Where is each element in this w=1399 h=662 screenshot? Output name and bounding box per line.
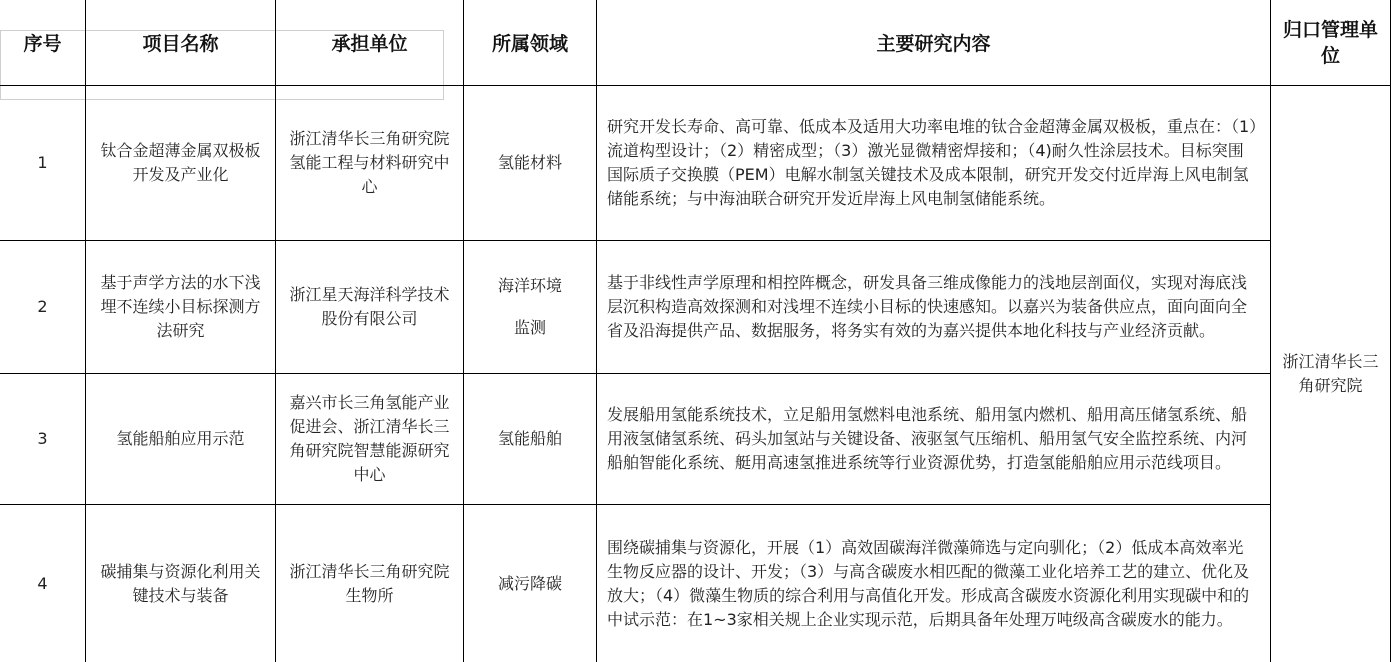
table-row-1-name: 钛合金超薄金属双极板开发及产业化 xyxy=(100,141,261,184)
table-row-2-field xyxy=(464,241,596,373)
header-manager: 归口管理单位 xyxy=(1282,18,1378,67)
table-row-2-seq: 2 xyxy=(37,297,48,316)
table-row-4-content: 围绕碳捕集与资源化，开展（1）高效固碳海洋微藻筛选与定向驯化；（2）低成本高效率光生物反应器的设计、开发；（3）与高含碳废水相匹配的微藻工业化培养工艺的建立、优化及放大；（4）微藻生物质的综合利用与高值化开发。形成高含碳废水资源化利用实现碳中和的中试示范：在1~3家相关规上企业实现示范，后期具备年处理万吨级高含碳废水的能力。 xyxy=(607,537,1250,629)
table-row-3-unit: 嘉兴市长三角氢能产业促进会、浙江清华长三角研究院智慧能源研究中心 xyxy=(289,393,450,484)
header-content: 主要研究内容 xyxy=(876,33,991,55)
header-field: 所属领域 xyxy=(491,33,568,55)
table-row-1-unit: 浙江清华长三角研究院氢能工程与材料研究中心 xyxy=(289,129,450,196)
field-line-1: 海洋环境 xyxy=(497,276,562,295)
table-row-4-unit: 浙江清华长三角研究院生物所 xyxy=(289,561,450,605)
table-row-2-name: 基于声学方法的水下浅埋不连续小目标探测方法研究 xyxy=(100,273,261,340)
table-row-3-content: 发展船用氢能系统技术，立足船用氢燃料电池系统、船用氢内燃机、船用高压储氢系统、船用液氢储氢系统、码头加氢站与关键设备、液驱氢气压缩机、船用氢气安全监控系统、内河船舶智能化系统、艇用高速氢推进系统等行业资源优势，打造氢能船舶应用示范线项目。 xyxy=(607,405,1248,472)
col-divider xyxy=(1390,0,1391,662)
manager-merged-cell: 浙江清华长三角研究院 xyxy=(1282,352,1379,395)
table-row-4-field: 减污降碳 xyxy=(497,573,562,593)
header-unit: 承担单位 xyxy=(331,33,408,55)
table-row-3-seq: 3 xyxy=(37,429,48,448)
table-row-1-content: 研究开发长寿命、高可靠、低成本及适用大功率电堆的钛合金超薄金属双极板，重点在：（1）流道构型设计；（2）精密成型；（3）激光显微精密焊接和；（4)耐久性涂层技术。目标突围国际质子交换膜（PEM）电解水制氢关键技术及成本限制，研究开发交付近岸海上风电制氢储能系统；与中海油联合研究开发近岸海上风电制氢储能系统。 xyxy=(607,117,1258,208)
header-project-name: 项目名称 xyxy=(142,33,219,55)
table-row-3-name: 氢能船舶应用示范 xyxy=(116,429,245,448)
table-row-1-seq: 1 xyxy=(37,153,48,172)
table-row-2-unit: 浙江星天海洋科学技术股份有限公司 xyxy=(289,285,450,328)
table-row-3-field: 氢能船舶 xyxy=(497,429,562,448)
table-row-2-content: 基于非线性声学原理和相控阵概念，研发具备三维成像能力的浅地层剖面仪，实现对海底浅层沉积构造高效探测和对浅埋不连续小目标的快速感知。以嘉兴为装备供应点，面向面向全省及沿海提供产品、数据服务，将务实有效的为嘉兴提供本地化科技与产业经济贡献。 xyxy=(607,273,1248,340)
field-line-2: 监测 xyxy=(513,318,546,337)
table-row-4-name: 碳捕集与资源化利用关键技术与装备 xyxy=(100,561,261,605)
table-row-4-seq: 4 xyxy=(37,573,48,593)
table-row-1-field: 氢能材料 xyxy=(497,153,562,172)
header-seq: 序号 xyxy=(23,33,62,55)
